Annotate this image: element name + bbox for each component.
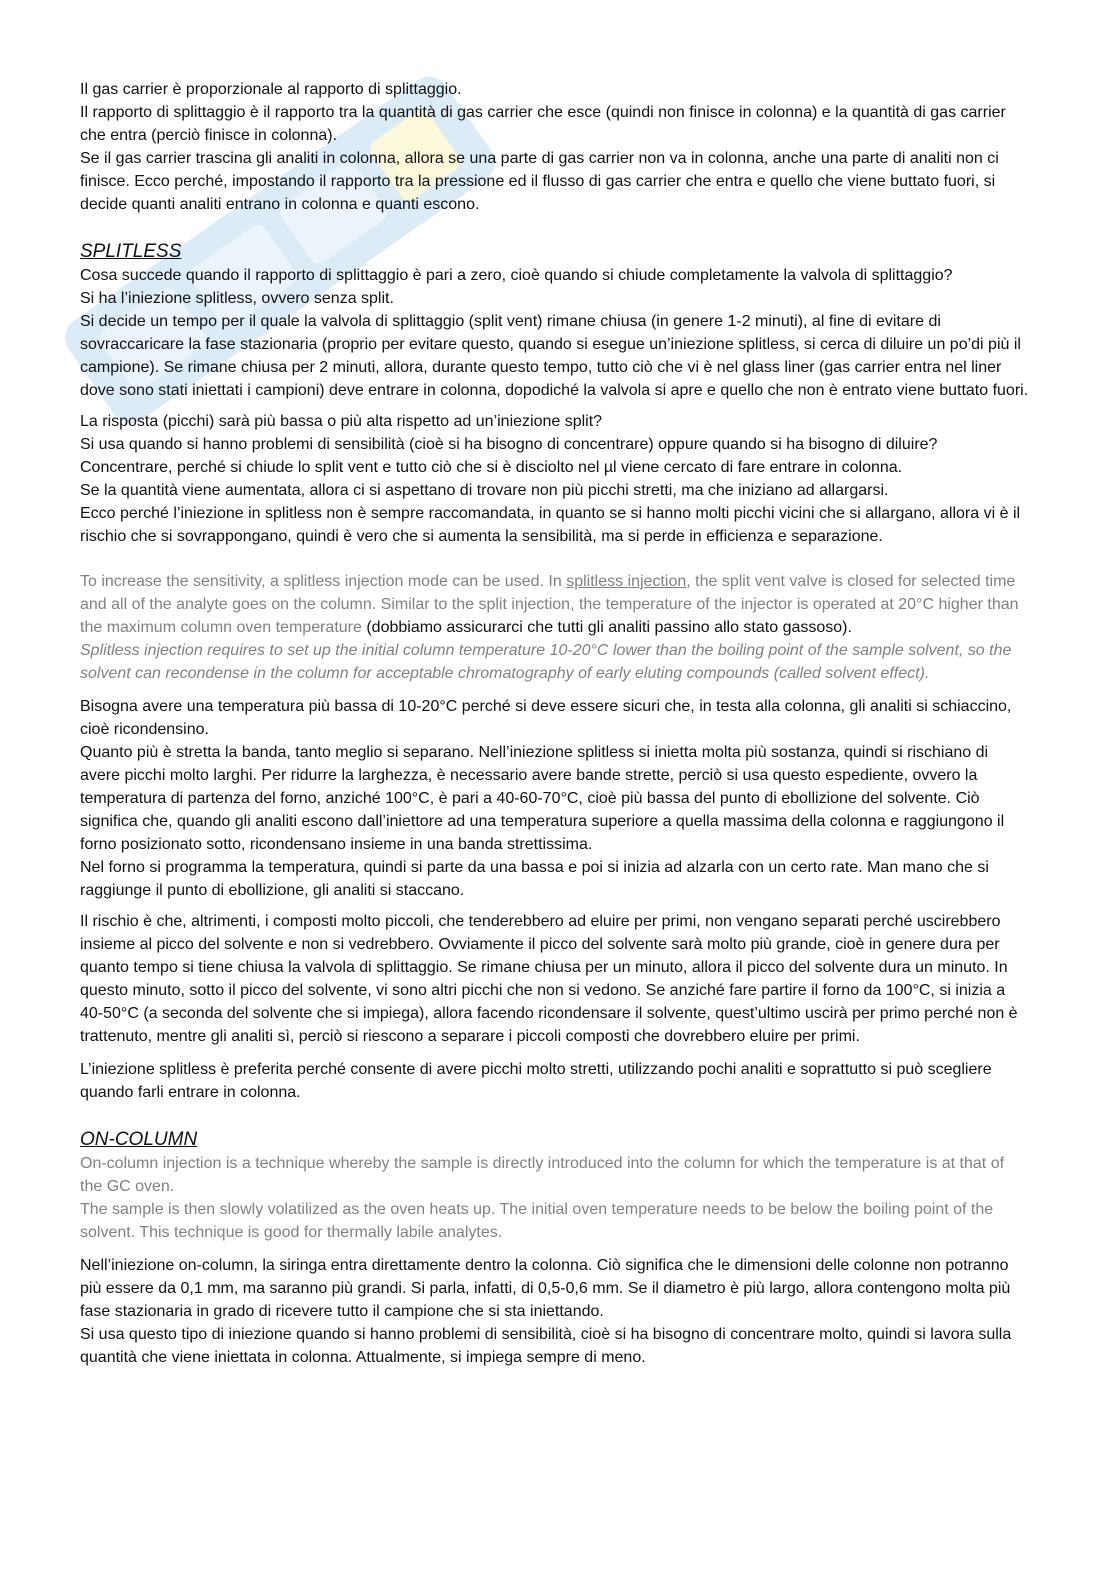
- splitless-p1-line-1: Cosa succede quando il rapporto di splittaggio è pari a zero, cioè quando si chiude completamente la valvola di splittaggio?: [80, 267, 953, 284]
- splitless-section: [80, 240, 1030, 1104]
- splitless-p2-line-5: Ecco perché l’iniezione in splitless non è sempre raccomandata, in quanto se si hanno molti picchi vicini che si allargano, allora vi è il rischio che si sovrappongano, quindi è vero che si aumenta la sensibilità, ma si perde in efficienza e separazione.: [80, 505, 1021, 545]
- splitless-p3-line-1: Bisogna avere una temperatura più bassa di 10-20°C perché si deve essere sicuri che, in testa alla colonna, gli analiti si schiaccino, cioè ricondensino.: [80, 698, 1012, 738]
- intro-section: [80, 78, 1030, 216]
- splitless-p2-line-2: Si usa quando si hanno problemi di sensibilità (cioè si ha bisogno di concentrare) oppure quando si ha bisogno di diluire?: [80, 436, 938, 453]
- splitless-p5: L’iniezione splitless è preferita perché consente di avere picchi molto stretti, utilizzando pochi analiti e soprattutto si può scegliere quando farli entrare in colonna.: [80, 1061, 992, 1101]
- oncolumn-section: [80, 1128, 1030, 1369]
- oncolumn-p1-line-2: Si usa questo tipo di iniezione quando si hanno problemi di sensibilità, cioè si ha bisogno di concentrare molto, quindi si lavora sulla quantità che viene iniettata in colonna. Attualmente, si impiega sempre di meno.: [80, 1326, 1012, 1366]
- document-page: [80, 78, 1030, 1377]
- english-quote-text: [80, 570, 1030, 639]
- english-quote-b: , the split vent valve is closed for selected time and all of the analyte goes on the column. Similar to the split injection, the temperature of the injector is operated at 20°C higher than the maximum column oven temperature: [80, 573, 1019, 636]
- splitless-p4: Il rischio è che, altrimenti, i composti molto piccoli, che tenderebbero ad eluire per primi, non vengano separati perché uscirebbero insieme al picco del solvente e non si vedrebbero. Ovviamente il picco del solvente sarà molto più grande, cioè in genere dura per quanto tempo si tiene chiusa la valvola di splittaggio. Se rimane chiusa per un minuto, allora il picco del solvente dura un minuto. In questo minuto, sotto il picco del solvente, vi sono altri picchi che non si vedono. Se anziché fare partire il forno da 100°C, si inizia a 40-50°C (a seconda del solvente che si impiega), allora facendo ricondensare il solvente, quest’ultimo uscirà per primo perché non è trattenuto, mentre gli analiti sì, perciò si riescono a separare i piccoli composti che dovrebbero eluire per primi.: [80, 913, 1018, 1045]
- splitless-p3-line-2: Quanto più è stretta la banda, tanto meglio si separano. Nell’iniezione splitless si inietta molta più sostanza, quindi si rischiano di avere picchi molto larghi. Per ridurre la larghezza, è necessario avere bande strette, perciò si usa questo espediente, ovvero la temperatura di partenza del forno, anziché 100°C, è pari a 40-60-70°C, cioè più bassa del punto di ebollizione del solvente. Ciò significa che, quando gli analiti escono dall’iniettore ad una temperatura superiore a quella massima della colonna e raggiungono il forno posizionato sotto, ricondensano insieme in una banda strettissima.: [80, 744, 1005, 853]
- italian-note: (dobbiamo assicurarci che tutti gli analiti passino allo stato gassoso).: [361, 619, 852, 636]
- oncolumn-en-line-2: The sample is then slowly volatilized as the oven heats up. The initial oven temperature needs to be below the boiling point of the solvent. This technique is good for thermally labile analytes.: [80, 1201, 994, 1241]
- splitless-p2-line-4: Se la quantità viene aumentata, allora ci si aspettano di trovare non più picchi stretti, ma che iniziano ad allargarsi.: [80, 482, 889, 499]
- splitless-p1-line-2: Si ha l’iniezione splitless, ovvero senza split.: [80, 290, 394, 307]
- intro-line-2: Il rapporto di splittaggio è il rapporto tra la quantità di gas carrier che esce (quindi non finisce in colonna) e la quantità di gas carrier che entra (perciò finisce in colonna).: [80, 104, 1006, 144]
- oncolumn-en-line-1: On-column injection is a technique whereby the sample is directly introduced into the column for which the temperature is at that of the GC oven.: [80, 1155, 1005, 1195]
- splitless-english-quote: [80, 570, 1030, 685]
- splitless-paragraph-1: [80, 264, 1030, 402]
- english-quote-a: To increase the sensitivity, a splitless injection mode can be used. In: [80, 573, 567, 590]
- splitless-p1-line-3: Si decide un tempo per il quale la valvola di splittaggio (split vent) rimane chiusa (in genere 1-2 minuti), al fine di evitare di sovraccaricare la fase stazionaria (proprio per evitare questo, quando si esegue un’iniezione splitless, si cerca di diluire un po’di più il campione). Se rimane chiusa per 2 minuti, allora, durante questo tempo, tutto ciò che vi è nel glass liner (gas carrier entra nel liner dove sono stati iniettati i campioni) deve entrare in colonna, dopodiché la valvola si apre e quello che non è entrato viene buttato fuori.: [80, 313, 1029, 399]
- splitless-paragraph-3: [80, 695, 1030, 902]
- english-italic-quote: Splitless injection requires to set up the initial column temperature 10-20°C lower than the boiling point of the sample solvent, so the solvent can recondense in the column for acceptable chromatography of early eluting compounds (called solvent effect).: [80, 642, 1012, 682]
- intro-line-3: Se il gas carrier trascina gli analiti in colonna, allora se una parte di gas carrier non va in colonna, anche una parte di analiti non ci finisce. Ecco perché, impostando il rapporto tra la pressione ed il flusso di gas carrier che entra e quello che viene buttato fuori, si decide quanti analiti entrano in colonna e quanti escono.: [80, 150, 999, 213]
- splitless-injection-link[interactable]: splitless injection: [566, 573, 687, 590]
- oncolumn-heading: ON-COLUMN: [80, 1129, 198, 1150]
- splitless-paragraph-2: [80, 410, 1030, 548]
- splitless-paragraph-5: [80, 1058, 1030, 1104]
- intro-line-1: Il gas carrier è proporzionale al rapporto di splittaggio.: [80, 81, 462, 98]
- splitless-p3-line-3: Nel forno si programma la temperatura, quindi si parte da una bassa e poi si inizia ad alzarla con un certo rate. Man mano che si raggiunge il punto di ebollizione, gli analiti si staccano.: [80, 859, 989, 899]
- splitless-p2-line-3: Concentrare, perché si chiude lo split vent e tutto ciò che si è disciolto nel µl viene cercato di fare entrare in colonna.: [80, 459, 903, 476]
- oncolumn-p1-line-1: Nell’iniezione on-column, la siringa entra direttamente dentro la colonna. Ciò significa che le dimensioni delle colonne non potranno più essere da 0,1 mm, ma saranno più grandi. Si parla, infatti, di 0,5-0,6 mm. Se il diametro è più largo, allora contengono molta più fase stazionaria in grado di ricevere tutto il campione che si sta iniettando.: [80, 1257, 1011, 1320]
- oncolumn-english-quote: [80, 1152, 1030, 1244]
- splitless-p2-line-1: La risposta (picchi) sarà più bassa o più alta rispetto ad un’iniezione split?: [80, 413, 603, 430]
- splitless-heading: SPLITLESS: [80, 241, 182, 262]
- oncolumn-paragraph-1: [80, 1254, 1030, 1369]
- splitless-paragraph-4: [80, 910, 1030, 1048]
